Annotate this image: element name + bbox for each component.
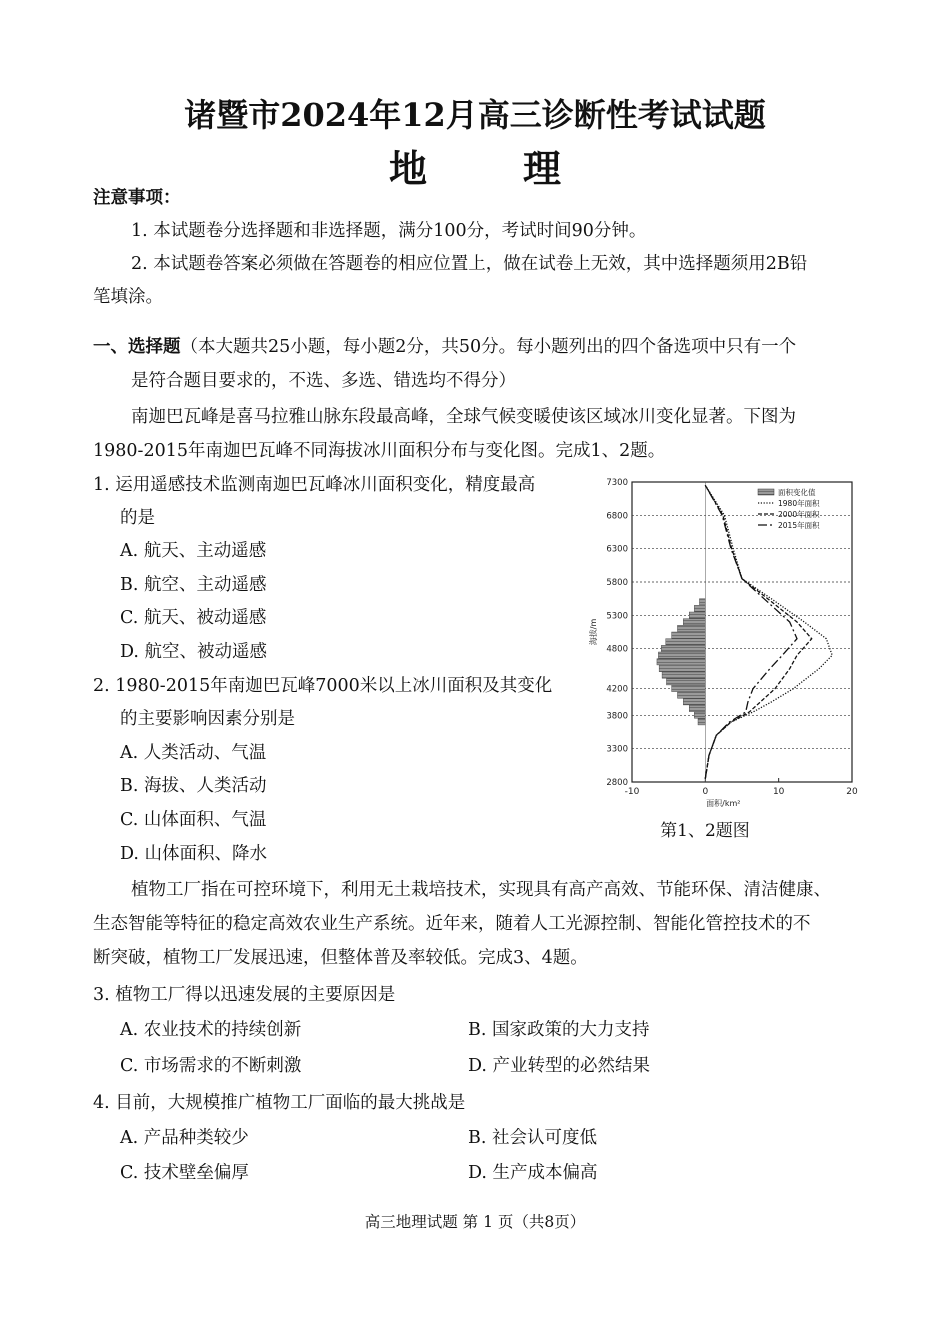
figure-caption: 第1、2题图	[660, 821, 750, 841]
section-heading	[93, 335, 796, 359]
glacier-chart-svg	[580, 470, 870, 815]
area-change-bar	[658, 652, 705, 658]
y-tick-label: 5800	[606, 578, 628, 588]
area-change-bar	[694, 712, 705, 718]
q2-stem: 2. 1980-2015年南迦巴瓦峰7000米以上冰川面积及其变化	[93, 676, 553, 696]
y-tick-label: 4800	[606, 644, 628, 655]
legend-label: 面积变化值	[778, 488, 816, 497]
passage-1-line-1: 南迦巴瓦峰是喜马拉雅山脉东段最高峰，全球气候变暖使该区域冰川变化显著。下图为	[131, 407, 796, 427]
x-tick-label: 0	[702, 787, 709, 797]
area-change-bar	[677, 625, 705, 631]
area-change-bar	[689, 612, 705, 618]
area-change-bar	[672, 685, 706, 691]
q3-option-c: C. 市场需求的不断刺激	[120, 1056, 302, 1076]
q4-option-b: B. 社会认可度低	[468, 1128, 597, 1148]
legend-label: 2015年面积	[778, 521, 820, 530]
x-tick-label: 20	[846, 787, 858, 797]
subject-char-2: 理	[523, 146, 562, 191]
page-footer: 高三地理试题 第 1 页（共8页）	[364, 1213, 586, 1231]
notice-item-2: 2. 本试题卷答案必须做在答题卷的相应位置上，做在试卷上无效，其中选择题须用2B铅	[131, 254, 808, 274]
y-tick-label: 3800	[606, 711, 628, 722]
section-title: 一、选择题	[93, 337, 181, 357]
q2-option-a: A. 人类活动、气温	[120, 743, 267, 763]
area-change-bar	[689, 705, 705, 711]
q2-stem-cont: 的主要影响因素分别是	[120, 709, 295, 729]
y-tick-label: 2800	[606, 778, 628, 788]
area-change-bar	[657, 659, 705, 665]
legend-label: 1980年面积	[778, 499, 820, 508]
x-tick-label: 10	[772, 787, 785, 797]
passage-2-line-1: 植物工厂指在可控环境下，利用无土栽培技术，实现具有高产高效、节能环保、清洁健康、	[131, 880, 831, 900]
area-change-bar	[683, 699, 705, 705]
x-tick-label: -10	[624, 787, 640, 797]
y-tick-label: 3300	[606, 744, 628, 755]
y-tick-label: 6800	[606, 511, 628, 522]
y-tick-label: 4200	[606, 684, 628, 695]
q1-option-a: A. 航天、主动遥感	[120, 541, 267, 561]
q1-option-d: D. 航空、被动遥感	[120, 642, 268, 662]
y-tick-label: 5300	[606, 611, 628, 622]
area-change-bar	[683, 619, 705, 625]
passage-2-line-2: 生态智能等特征的稳定高效农业生产系统。近年来，随着人工光源控制、智能化管控技术的不	[93, 914, 811, 934]
q1-option-c: C. 航天、被动遥感	[120, 608, 267, 628]
q3-option-d: D. 产业转型的必然结果	[468, 1056, 651, 1076]
subject-char-1: 地	[388, 146, 427, 191]
area-change-bar	[677, 692, 705, 698]
area-change-bar	[666, 679, 705, 685]
q2-option-b: B. 海拔、人类活动	[120, 776, 267, 796]
subject-title	[0, 138, 950, 193]
area-change-bar	[659, 665, 705, 671]
notice-item-1: 1. 本试题卷分选择题和非选择题，满分100分，考试时间90分钟。	[131, 221, 647, 241]
y-axis-label: 海拔/m	[589, 618, 598, 646]
q1-option-b: B. 航空、主动遥感	[120, 575, 267, 595]
area-change-bar	[699, 599, 705, 605]
q3-option-b: B. 国家政策的大力支持	[468, 1020, 650, 1040]
passage-1-line-2: 1980-2015年南迦巴瓦峰不同海拔冰川面积分布与变化图。完成1、2题。	[93, 441, 666, 461]
glacier-chart	[580, 470, 870, 815]
notice-item-2-cont: 笔填涂。	[93, 287, 163, 307]
q1-stem: 1. 运用遥感技术监测南迦巴瓦峰冰川面积变化，精度最高	[93, 475, 536, 495]
q4-stem: 4. 目前，大规模推广植物工厂面临的最大挑战是	[93, 1093, 466, 1113]
y-tick-label: 7300	[606, 478, 628, 488]
q3-stem: 3. 植物工厂得以迅速发展的主要原因是	[93, 985, 396, 1005]
area-change-bar	[661, 645, 705, 651]
q2-option-c: C. 山体面积、气温	[120, 810, 267, 830]
legend-label: 2000年面积	[778, 510, 820, 519]
q4-option-d: D. 生产成本偏高	[468, 1163, 598, 1183]
area-change-bar	[672, 632, 706, 638]
area-change-bar	[694, 605, 705, 611]
q4-option-a: A. 产品种类较少	[120, 1128, 249, 1148]
area-change-bar	[662, 672, 705, 678]
x-axis-label: 面积/km²	[706, 799, 741, 808]
q1-stem-cont: 的是	[120, 508, 155, 528]
q4-option-c: C. 技术壁垒偏厚	[120, 1163, 249, 1183]
area-change-bar	[698, 719, 705, 725]
section-desc-cont: 是符合题目要求的，不选、多选、错选均不得分）	[131, 371, 516, 391]
y-tick-label: 6300	[606, 544, 628, 555]
section-desc: （本大题共25小题，每小题2分，共50分。每小题列出的四个备选项中只有一个	[180, 337, 797, 357]
legend-swatch-bar	[758, 489, 774, 495]
notice-heading: 注意事项：	[93, 188, 181, 208]
q3-option-a: A. 农业技术的持续创新	[120, 1020, 302, 1040]
area-change-bar	[666, 639, 706, 645]
exam-title: 诸暨市2024年12月高三诊断性考试试题	[184, 96, 766, 134]
passage-2-line-3: 断突破，植物工厂发展迅速，但整体普及率较低。完成3、4题。	[93, 948, 588, 968]
q2-option-d: D. 山体面积、降水	[120, 844, 268, 864]
